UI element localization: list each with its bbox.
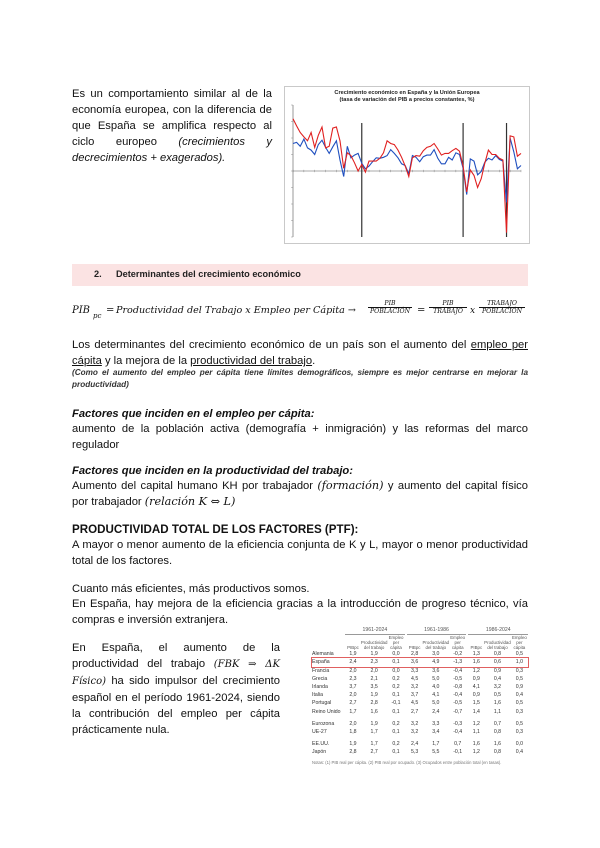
value-cell: -0,1 — [453, 749, 463, 756]
value-cell: 1,2 — [472, 749, 480, 756]
value-cell: 0,4 — [493, 675, 502, 682]
value-cell: 3,2 — [411, 720, 419, 727]
value-cell: -0,5 — [453, 675, 463, 682]
table-row — [312, 720, 528, 728]
value-cell: 3,7 — [411, 692, 419, 699]
link-productividad-trabajo: productividad del trabajo — [190, 355, 313, 367]
value-cell: 0,0 — [392, 651, 400, 658]
value-cell: 1,6 — [493, 700, 502, 707]
growth-chart — [284, 86, 530, 244]
value-cell: 2,3 — [370, 659, 378, 666]
value-cell: 2,8 — [370, 700, 378, 707]
value-cell: 0,2 — [392, 720, 400, 727]
value-cell: 1,4 — [472, 708, 480, 715]
value-cell: 0,2 — [392, 684, 400, 691]
value-cell: 2,7 — [411, 708, 419, 715]
chart-title: Crecimiento económico en España y la Unión Europea — [334, 90, 480, 96]
value-cell: 1,9 — [370, 692, 378, 699]
value-cell: 3,6 — [411, 659, 419, 666]
country-cell: España — [312, 659, 330, 666]
value-cell: 1,6 — [472, 659, 480, 666]
value-cell: 1,7 — [370, 741, 378, 748]
value-cell: 2,4 — [411, 741, 419, 748]
value-cell: 2,7 — [370, 749, 378, 756]
value-cell: 4,5 — [411, 675, 419, 682]
demographic-note: (Como el aumento del empleo per cápita tiene límites demográficos, siempre es mejor centrarse en mejorar la productividad) — [72, 368, 528, 389]
value-cell: 5,5 — [432, 749, 440, 756]
value-cell: 1,6 — [472, 741, 480, 748]
value-cell: 0,5 — [515, 651, 523, 658]
value-cell: 1,7 — [432, 741, 440, 748]
value-cell: 2,0 — [349, 692, 357, 699]
value-cell: 0,9 — [472, 675, 480, 682]
value-cell: 3,7 — [349, 684, 357, 691]
value-cell: 0,4 — [515, 749, 523, 756]
value-cell: 1,9 — [349, 651, 357, 658]
value-cell: 0,1 — [392, 749, 400, 756]
employment-factors-heading: Factores que inciden en el empleo per cápita: — [72, 408, 315, 420]
table-row — [312, 683, 528, 691]
efficiency-line1: Cuanto más eficientes, más productivos somos. — [72, 583, 310, 595]
country-cell: Reino Unido — [312, 708, 341, 715]
value-cell: 0,6 — [493, 659, 502, 666]
value-cell: 3,2 — [411, 684, 419, 691]
value-cell: -0,1 — [391, 700, 401, 707]
table-row — [312, 740, 528, 748]
value-cell: 1,9 — [370, 651, 378, 658]
intro-paragraph — [72, 86, 272, 166]
country-cell: Francia — [312, 667, 330, 674]
determinants-paragraph: Los determinantes del crecimiento económico de un país son el aumento del empleo per cápita y la mejora de la productividad del trabajo. — [72, 339, 528, 367]
value-cell: 2,8 — [411, 651, 419, 658]
value-cell: 2,7 — [349, 700, 357, 707]
chart-subtitle: (tasa de variación del PIB a precios constantes, %) — [339, 97, 475, 103]
value-cell: 1,3 — [472, 651, 480, 658]
value-cell: 0,0 — [392, 667, 400, 674]
value-cell: 1,7 — [370, 729, 378, 736]
column-subheader: Productividad del trabajo — [422, 640, 450, 651]
value-cell: 0,2 — [392, 741, 400, 748]
fraction-trabajo-poblacion: TRABAJO POBLACIÓN — [479, 300, 525, 315]
productivity-factors-heading: Factores que inciden en la productividad del trabajo: — [72, 465, 353, 477]
value-cell: 0,9 — [493, 667, 502, 674]
value-cell: 4,5 — [411, 700, 419, 707]
value-cell: 4,1 — [472, 684, 480, 691]
value-cell: -0,4 — [453, 667, 463, 674]
table-row — [312, 728, 528, 736]
section-heading — [72, 264, 528, 286]
value-cell: 0,4 — [515, 692, 523, 699]
value-cell: 3,3 — [432, 720, 440, 727]
column-subheader: PIBpc — [470, 645, 483, 651]
fraction-pib-poblacion: PIB POBLACIÓN — [369, 300, 411, 315]
fraction-pib-trabajo: PIB TRABAJO — [429, 300, 467, 315]
country-cell: Alemania — [312, 651, 334, 658]
value-cell: 0,7 — [454, 741, 462, 748]
value-cell: 2,4 — [349, 659, 357, 666]
value-cell: 1,5 — [472, 700, 480, 707]
series-line — [293, 119, 521, 233]
value-cell: 2,0 — [349, 667, 357, 674]
column-subheader: Productividad del trabajo — [484, 640, 511, 651]
value-cell: -0,8 — [453, 684, 463, 691]
value-cell: -0,4 — [453, 692, 463, 699]
value-cell: 1,0 — [515, 659, 523, 666]
value-cell: 1,8 — [349, 729, 357, 736]
value-cell: 0,3 — [515, 729, 523, 736]
column-subheader: Empleo per cápita — [388, 635, 404, 651]
value-cell: 1,7 — [349, 708, 357, 715]
value-cell: 0,1 — [392, 729, 400, 736]
value-cell: 0,3 — [515, 667, 523, 674]
value-cell: 3,4 — [432, 729, 440, 736]
table-row — [312, 691, 528, 699]
value-cell: 3,5 — [370, 684, 378, 691]
value-cell: 2,0 — [370, 667, 378, 674]
column-subheader: PIBpc — [347, 645, 359, 651]
value-cell: 1,6 — [493, 741, 502, 748]
spain-productivity-paragraph: En España, el aumento de la productividad del trabajo (FBK ⇒ ΔK Físico) ha sido impulsor del crecimiento español en el período 1961-2024, siendo la contribución del empleo per cápita prácticamente nula. — [72, 642, 280, 736]
value-cell: 2,8 — [349, 749, 357, 756]
value-cell: 0,8 — [493, 651, 502, 658]
section-title: Determinantes del crecimiento económico — [116, 269, 301, 279]
value-cell: 4,1 — [432, 692, 440, 699]
value-cell: 3,3 — [411, 667, 419, 674]
value-cell: 5,0 — [432, 675, 440, 682]
value-cell: 0,5 — [493, 692, 502, 699]
value-cell: 3,6 — [432, 667, 440, 674]
ptf-heading: PRODUCTIVIDAD TOTAL DE LOS FACTORES (PTF): — [72, 523, 359, 536]
value-cell: 2,4 — [432, 708, 440, 715]
country-cell: UE-27 — [312, 729, 327, 736]
value-cell: 1,9 — [370, 720, 378, 727]
intro-italic: (crecimientos y decrecimientos + exagerados). — [72, 136, 272, 164]
value-cell: 0,1 — [392, 692, 400, 699]
value-cell: 0,7 — [493, 720, 502, 727]
value-cell: 1,2 — [472, 720, 480, 727]
value-cell: 0,5 — [515, 720, 523, 727]
value-cell: -0,3 — [453, 720, 463, 727]
ptf-body: A mayor o menor aumento de la eficiencia conjunta de K y L, mayor o menor productividad total de los factores. — [72, 539, 528, 567]
value-cell: 5,0 — [432, 700, 440, 707]
table-row — [312, 708, 528, 716]
value-cell: 2,3 — [349, 675, 357, 682]
period-header: 1986-2024 — [468, 626, 528, 635]
formula-times: x — [470, 306, 476, 316]
value-cell: 1,2 — [472, 667, 480, 674]
value-cell: -1,3 — [453, 659, 463, 666]
value-cell: 1,6 — [370, 708, 378, 715]
country-cell: Italia — [312, 692, 323, 699]
period-header: 1961-1986 — [407, 626, 466, 635]
value-cell: 0,5 — [515, 675, 523, 682]
formula-eq: = — [106, 305, 115, 316]
intro-text: Es un comportamiento similar al de la economía europea, con la diferencia de que España se amplifica respecto al ciclo europeo — [72, 88, 272, 148]
column-subheader: Empleo per cápita — [511, 635, 527, 651]
value-cell: 0,3 — [515, 708, 523, 715]
table-row — [312, 748, 528, 756]
value-cell: 3,0 — [432, 651, 440, 658]
value-cell: 0,2 — [392, 675, 400, 682]
value-cell: 2,1 — [370, 675, 378, 682]
value-cell: 4,9 — [432, 659, 440, 666]
chart-plot — [285, 87, 529, 243]
value-cell: 5,3 — [411, 749, 419, 756]
column-subheader: PIBpc — [408, 645, 421, 651]
period-header: 1961-2024 — [345, 626, 404, 635]
section-number: 2. — [94, 269, 102, 279]
value-cell: 1,1 — [472, 729, 480, 736]
value-cell: 0,9 — [472, 692, 480, 699]
link-empleo-per-capita: empleo per cápita — [72, 339, 528, 367]
country-cell: Japón — [312, 749, 327, 756]
column-subheader: Empleo per cápita — [450, 635, 466, 651]
value-cell: 1,9 — [349, 741, 357, 748]
value-cell: -0,5 — [453, 700, 463, 707]
value-cell: 4,0 — [432, 684, 440, 691]
value-cell: 0,8 — [493, 729, 502, 736]
country-cell: Eurozona — [312, 720, 335, 727]
formula-lhs: PIB — [72, 305, 91, 316]
formula-lhs-sub: pc — [93, 312, 102, 320]
productivity-factors-body: Aumento del capital humano KH por trabajador (formación) y aumento del capital físico por trabajador (relación K ⇔ L) — [72, 479, 528, 508]
table-row — [312, 667, 528, 675]
table-note: Notas: (1) PIB real per cápita. (2) PIB real por ocupado. (3) Ocupados entre población total (en tasas). — [312, 759, 502, 765]
country-cell: Grecia — [312, 675, 328, 682]
value-cell: 0,8 — [493, 749, 502, 756]
value-cell: 3,2 — [493, 684, 502, 691]
value-cell: 3,2 — [411, 729, 419, 736]
growth-decomposition-table — [312, 626, 528, 765]
efficiency-line2: En España, hay mejora de la eficiencia gracias a la introducción de progreso técnico, vía compras e inversión extranjera. — [72, 598, 528, 626]
table-row — [312, 658, 528, 666]
country-cell: Irlanda — [312, 684, 328, 691]
value-cell: -0,2 — [453, 651, 463, 658]
value-cell: 0,1 — [392, 708, 400, 715]
column-subheader: Productividad del trabajo — [360, 640, 388, 651]
table-row — [312, 675, 528, 683]
value-cell: -0,7 — [453, 708, 463, 715]
formula-eq2: = — [417, 305, 426, 316]
value-cell: 0,0 — [515, 741, 523, 748]
value-cell: 0,5 — [515, 700, 523, 707]
value-cell: -0,4 — [453, 729, 463, 736]
country-cell: Portugal — [312, 700, 332, 707]
formula-rhs: Productividad del Trabajo x Empleo per Cápita → — [116, 305, 356, 316]
value-cell: 0,1 — [392, 659, 400, 666]
country-cell: EE.UU. — [312, 741, 330, 748]
table-row — [312, 699, 528, 707]
value-cell: 1,1 — [493, 708, 502, 715]
value-cell: 0,9 — [515, 684, 523, 691]
employment-factors-body: aumento de la población activa (demografía + inmigración) y las reformas del marco regulador — [72, 423, 528, 451]
table-row — [312, 650, 528, 658]
value-cell: 2,0 — [349, 720, 357, 727]
pib-formula — [72, 300, 532, 324]
